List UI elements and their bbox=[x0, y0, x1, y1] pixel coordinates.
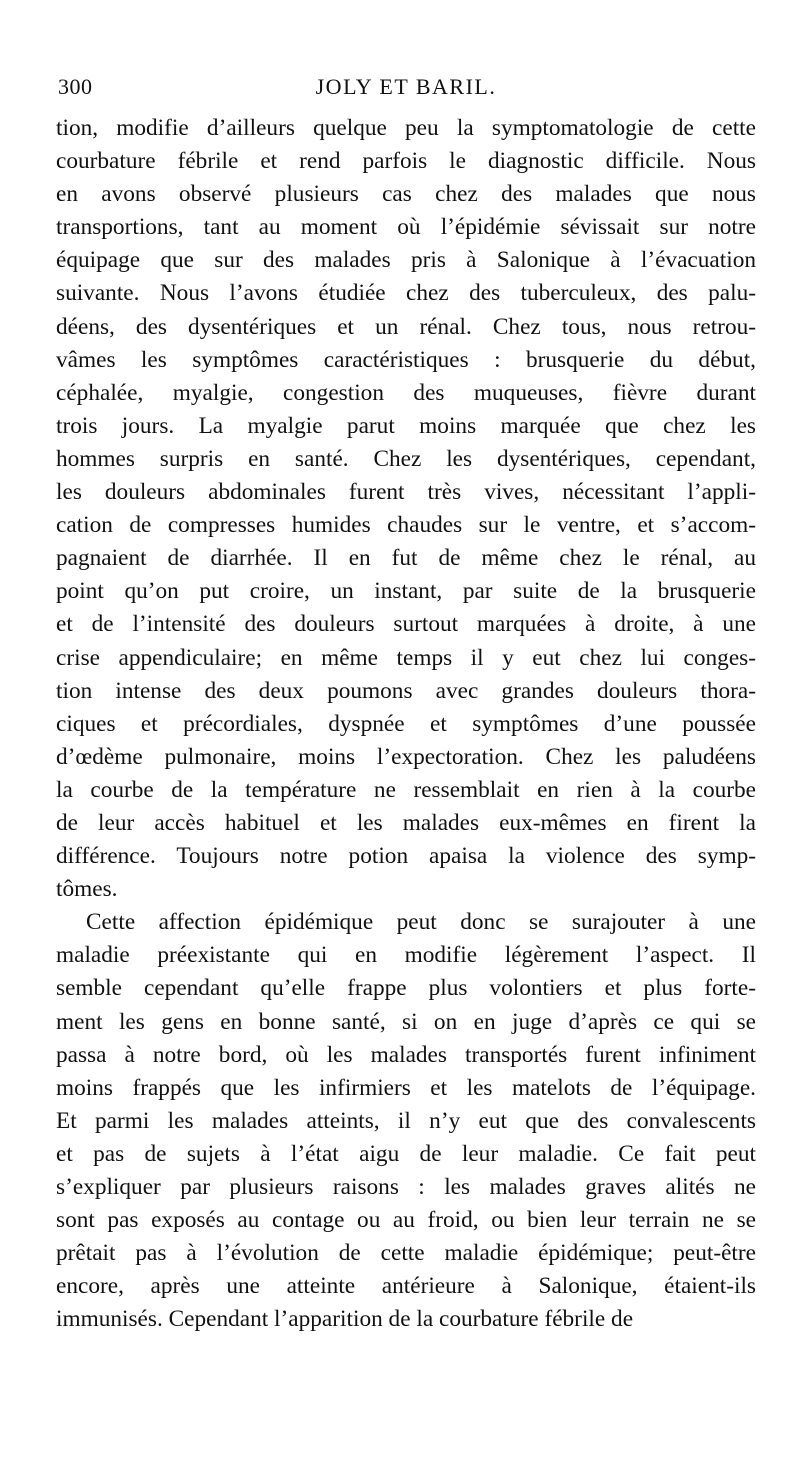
text-line: en avons observé plusieurs cas chez des malades que nous bbox=[56, 181, 756, 208]
text-line: transportions, tant au moment où l’épidémie sévissait sur notre bbox=[56, 214, 756, 241]
text-line: et pas de sujets à l’état aigu de leur maladie. Ce fait peut bbox=[56, 1140, 756, 1167]
body-text bbox=[56, 112, 756, 1336]
text-line: Et parmi les malades atteints, il n’y eut que des convalescents bbox=[56, 1107, 756, 1134]
text-line: semble cependant qu’elle frappe plus volontiers et plus forte- bbox=[56, 975, 756, 1002]
text-line: point qu’on put croire, un instant, par suite de la brusquerie bbox=[56, 578, 756, 605]
text-line: et de l’intensité des douleurs surtout marquées à droite, à une bbox=[56, 611, 756, 638]
text-line: immunisés. Cependant l’apparition de la courbature fébrile de bbox=[56, 1306, 634, 1333]
text-line: cation de compresses humides chaudes sur le ventre, et s’accom- bbox=[56, 512, 756, 539]
page-header bbox=[58, 74, 754, 110]
text-line: crise appendiculaire; en même temps il y eut chez lui conges- bbox=[56, 644, 756, 671]
text-line: maladie préexistante qui en modifie légèrement l’aspect. Il bbox=[56, 942, 756, 969]
paragraph bbox=[56, 906, 756, 1336]
text-line: la courbe de la température ne ressemblait en rien à la courbe bbox=[56, 776, 756, 803]
text-line: d’œdème pulmonaire, moins l’expectoration. Chez les paludéens bbox=[56, 743, 756, 770]
page-number: 300 bbox=[58, 74, 93, 99]
text-line: suivante. Nous l’avons étudiée chez des tuberculeux, des palu- bbox=[56, 280, 756, 307]
text-line: ment les gens en bonne santé, si on en juge d’après ce qui se bbox=[56, 1008, 756, 1035]
text-line: différence. Toujours notre potion apaisa la violence des symp- bbox=[56, 843, 756, 870]
text-line: courbature fébrile et rend parfois le diagnostic difficile. Nous bbox=[56, 148, 756, 175]
text-line: tion intense des deux poumons avec grandes douleurs thora- bbox=[56, 677, 756, 704]
text-line: prêtait pas à l’évolution de cette maladie épidémique; peut-être bbox=[56, 1240, 756, 1267]
text-line: Cette affection épidémique peut donc se surajouter à une bbox=[86, 909, 756, 936]
text-line: passa à notre bord, où les malades transportés furent infiniment bbox=[56, 1041, 756, 1068]
text-line: déens, des dysentériques et un rénal. Chez tous, nous retrou- bbox=[56, 313, 756, 340]
text-line: équipage que sur des malades pris à Salonique à l’évacuation bbox=[56, 247, 756, 274]
text-line: trois jours. La myalgie parut moins marquée que chez les bbox=[56, 412, 756, 439]
text-line: céphalée, myalgie, congestion des muqueuses, fièvre durant bbox=[56, 379, 756, 406]
text-line: hommes surpris en santé. Chez les dysentériques, cependant, bbox=[56, 445, 756, 472]
text-line: encore, après une atteinte antérieure à Salonique, étaient-ils bbox=[56, 1273, 756, 1300]
text-line: tômes. bbox=[56, 876, 118, 903]
text-line: les douleurs abdominales furent très vives, nécessitant l’appli- bbox=[56, 479, 756, 506]
text-line: pagnaient de diarrhée. Il en fut de même chez le rénal, au bbox=[56, 545, 756, 572]
text-line: vâmes les symptômes caractéristiques : brusquerie du début, bbox=[56, 346, 756, 373]
text-line: de leur accès habituel et les malades eux-mêmes en firent la bbox=[56, 809, 756, 836]
text-line: tion, modifie d’ailleurs quelque peu la symptomatologie de cette bbox=[56, 115, 756, 141]
text-line: sont pas exposés au contage ou au froid, ou bien leur terrain ne se bbox=[56, 1207, 756, 1234]
text-line: s’expliquer par plusieurs raisons : les malades graves alités ne bbox=[56, 1174, 756, 1200]
running-head: JOLY ET BARIL. bbox=[315, 74, 497, 99]
text-line: ciques et précordiales, dyspnée et symptômes d’une poussée bbox=[56, 710, 756, 737]
text-line: moins frappés que les infirmiers et les matelots de l’équipage. bbox=[56, 1074, 756, 1101]
paragraph bbox=[56, 112, 756, 906]
